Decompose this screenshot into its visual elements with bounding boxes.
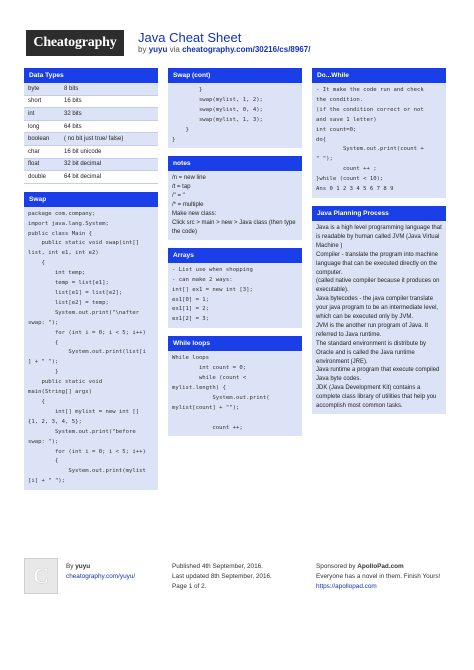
- code-line: }while (count < 10);: [316, 176, 384, 183]
- swap-cont-code: [168, 83, 302, 148]
- code-line: public static void: [28, 379, 103, 386]
- code-line: while (count <: [172, 375, 247, 382]
- author-link[interactable]: yuyu: [148, 45, 168, 54]
- footer-by: By: [66, 563, 74, 570]
- text-line: Compiler - translate the program into machine language that can be executed directly on the computer.: [316, 251, 439, 276]
- text-line: JDK (Java Development Kit) contains a complete class library of utilities that help you accomplish most common tasks.: [316, 385, 437, 410]
- code-line: for (int i = 0; i < 5; i++): [28, 329, 146, 336]
- type-name: int: [28, 110, 35, 117]
- table-row: [24, 121, 158, 134]
- code-line: While loops: [172, 355, 210, 362]
- code-line: [172, 414, 298, 424]
- column-3: [312, 68, 446, 422]
- code-line: System.out.print(count +: [316, 146, 424, 153]
- code-line: System.out.print(list[i: [28, 349, 146, 356]
- code-line: for (int i = 0; i < 5; i++): [28, 448, 146, 455]
- code-line: System.out.print(mylist: [28, 468, 146, 475]
- code-line: - List use when shopping: [172, 266, 253, 273]
- type-size: 32 bit decimal: [64, 161, 102, 168]
- code-line: Ans 0 1 2 3 4 5 6 7 8 9: [316, 186, 394, 193]
- table-row: [24, 83, 158, 96]
- cheatography-logo[interactable]: Cheatography: [26, 30, 124, 56]
- java-process-heading: Java Planning Process: [312, 206, 446, 221]
- text-line: Java is a high level programming language that is readable by human called JVM (Java Virtual Machine ): [316, 224, 442, 249]
- cheatography-c-logo: [24, 558, 58, 594]
- table-row: [24, 159, 158, 172]
- swap-heading: Swap: [24, 192, 158, 207]
- code-line: }: [172, 87, 203, 93]
- code-line: [i] + " ");: [28, 478, 66, 485]
- type-size: 32 bits: [64, 110, 82, 117]
- code-line: list[e1] = list[e2];: [28, 290, 123, 296]
- text-line: The standard environment is distribute by Oracle and is called the Java runtime environment (JRE).: [316, 340, 427, 365]
- code-line: }: [28, 369, 59, 376]
- footer-author-name[interactable]: yuyu: [75, 563, 91, 570]
- table-row: [24, 171, 158, 184]
- type-size: 64 bits: [64, 123, 82, 130]
- type-size: 8 bits: [64, 85, 79, 92]
- text-line: Java bytecodes - the java compiler translate your java program to be an intermediate level, which can be executed only by JVM.: [316, 296, 439, 321]
- type-name: float: [28, 161, 40, 168]
- text-line: /n = new line: [172, 175, 206, 182]
- type-size: 64 bit decimal: [64, 173, 102, 180]
- code-line: main(String[] args): [28, 389, 92, 396]
- code-line: swap: ");: [28, 319, 59, 326]
- code-line: int count = 0;: [172, 365, 247, 372]
- code-line: import java.lang.System;: [28, 220, 109, 227]
- code-line: int[] mylist = new int []: [28, 408, 140, 415]
- type-size: 16 bit unicode: [64, 148, 102, 155]
- code-line: swap: ");: [28, 438, 59, 445]
- footer-author: [66, 562, 135, 582]
- code-line: int[] ex1 = new int [3];: [172, 286, 253, 293]
- data-types-section: [24, 68, 158, 184]
- code-line: {1, 2, 3, 4, 5};: [28, 418, 82, 425]
- text-line: /* = multiple: [172, 202, 204, 209]
- do-while-section: [312, 68, 446, 198]
- code-line: (if the condition correct or not: [316, 106, 424, 113]
- code-line: swap(mylist, 0, 4);: [172, 106, 263, 113]
- data-types-table: [24, 83, 158, 184]
- while-loops-code: [168, 351, 302, 436]
- swap-section: [24, 192, 158, 490]
- column-1: [24, 68, 158, 498]
- code-line: System.out.print("\nafter: [28, 309, 140, 316]
- code-line: }: [172, 136, 176, 143]
- code-line: int temp;: [28, 270, 86, 277]
- type-name: char: [28, 148, 40, 155]
- code-line: count ++ ;: [316, 166, 377, 173]
- byline-via: via: [169, 45, 180, 54]
- arrays-heading: Arrays: [168, 248, 302, 263]
- while-loops-section: [168, 336, 302, 436]
- type-name: byte: [28, 85, 40, 92]
- code-line: the condition.: [316, 96, 364, 103]
- logo-letter: C: [33, 563, 49, 588]
- code-line: count ++;: [172, 424, 243, 431]
- type-size: ( no bit just true/ false): [64, 136, 124, 143]
- table-row: [24, 133, 158, 146]
- code-line: {: [28, 339, 59, 346]
- text-line: /" = ": [172, 193, 185, 200]
- footer-dates: [172, 562, 272, 592]
- code-line: ex1[0] = 1;: [172, 296, 210, 303]
- code-line: {: [28, 458, 59, 465]
- java-process-section: [312, 206, 446, 414]
- while-loops-heading: While loops: [168, 336, 302, 351]
- code-line: swap(mylist, 1, 3);: [172, 116, 263, 123]
- java-process-text: [312, 221, 446, 414]
- code-line: int count=0;: [316, 126, 357, 133]
- text-line: (called native compiler because it produces on executable).: [316, 278, 440, 294]
- swap-cont-section: [168, 68, 302, 148]
- page-number: Page 1 of 2.: [172, 583, 207, 590]
- column-2: [168, 68, 302, 444]
- footer-author-url[interactable]: cheatography.com/yuyu/: [66, 573, 136, 580]
- code-line: }: [172, 126, 189, 133]
- do-while-heading: Do...While: [312, 68, 446, 83]
- code-line: temp = list[e1];: [28, 280, 109, 287]
- page-footer: [24, 558, 452, 598]
- page-title: Java Cheat Sheet: [138, 30, 242, 45]
- swap-cont-heading: Swap (cont): [168, 68, 302, 83]
- code-line: package com.company;: [28, 210, 96, 217]
- table-row: [24, 108, 158, 121]
- code-line: ] + " ");: [28, 359, 59, 366]
- notes-heading: notes: [168, 156, 302, 171]
- code-line: System.out.print("before: [28, 428, 136, 435]
- code-line: list, int e1, int e2): [28, 250, 99, 257]
- type-name: double: [28, 173, 47, 180]
- arrays-section: [168, 248, 302, 328]
- footer-sponsor: [316, 562, 440, 592]
- sponsor-name[interactable]: ApolloPad.com: [357, 563, 404, 570]
- sponsor-url[interactable]: https://apollopad.com: [316, 583, 377, 590]
- code-line: " ");: [316, 156, 333, 163]
- notes-section: [168, 156, 302, 239]
- published-date: Published 4th September, 2016.: [172, 563, 263, 570]
- text-line: Java runtime a program that execute compiled Java byte codes.: [316, 367, 440, 383]
- text-line: Click src > main > new > Java class (then type the code): [172, 219, 296, 235]
- code-line: - It make the code run and check: [316, 87, 424, 93]
- data-types-heading: Data Types: [24, 68, 158, 83]
- code-line: list[e2] = temp;: [28, 299, 109, 306]
- code-line: mylist[count] + "");: [172, 404, 240, 411]
- type-name: long: [28, 123, 40, 130]
- table-row: [24, 96, 158, 109]
- code-line: {: [28, 260, 45, 267]
- page-header: [0, 0, 474, 66]
- type-name: short: [28, 98, 42, 105]
- code-line: System.out.print(: [172, 394, 270, 401]
- text-line: JVM is the another run program of Java. It referred to Java runtime.: [316, 322, 429, 338]
- text-line: Make new class:: [172, 211, 217, 218]
- code-line: ex1[1] = 2;: [172, 306, 210, 313]
- do-while-code: [312, 83, 446, 198]
- code-line: {: [28, 398, 45, 405]
- byline: [138, 45, 310, 54]
- code-line: ex1[2] = 3;: [172, 316, 210, 323]
- table-row: [24, 146, 158, 159]
- notes-text: [168, 171, 302, 239]
- code-line: - can make 2 ways:: [172, 276, 233, 283]
- sheet-url-link[interactable]: cheatography.com/30216/cs/8967/: [182, 45, 311, 54]
- type-name: boolean: [28, 136, 50, 143]
- text-line: /t = tap: [172, 184, 191, 191]
- sponsored-by-label: Sponsored by: [316, 563, 356, 570]
- code-line: and save 1 letter): [316, 116, 377, 123]
- code-line: do{: [316, 136, 327, 143]
- code-line: public static void swap(int[]: [28, 240, 140, 247]
- swap-code: [24, 207, 158, 490]
- byline-by: by: [138, 45, 147, 54]
- type-size: 16 bits: [64, 98, 82, 105]
- code-line: mylist.length) {: [172, 384, 226, 391]
- code-line: swap(mylist, 1, 2);: [172, 96, 263, 103]
- code-line: public class Main {: [28, 230, 92, 237]
- updated-date: Last updated 8th September, 2016.: [172, 573, 272, 580]
- arrays-code: [168, 263, 302, 328]
- sponsor-text: Everyone has a novel in them. Finish Yours!: [316, 573, 441, 580]
